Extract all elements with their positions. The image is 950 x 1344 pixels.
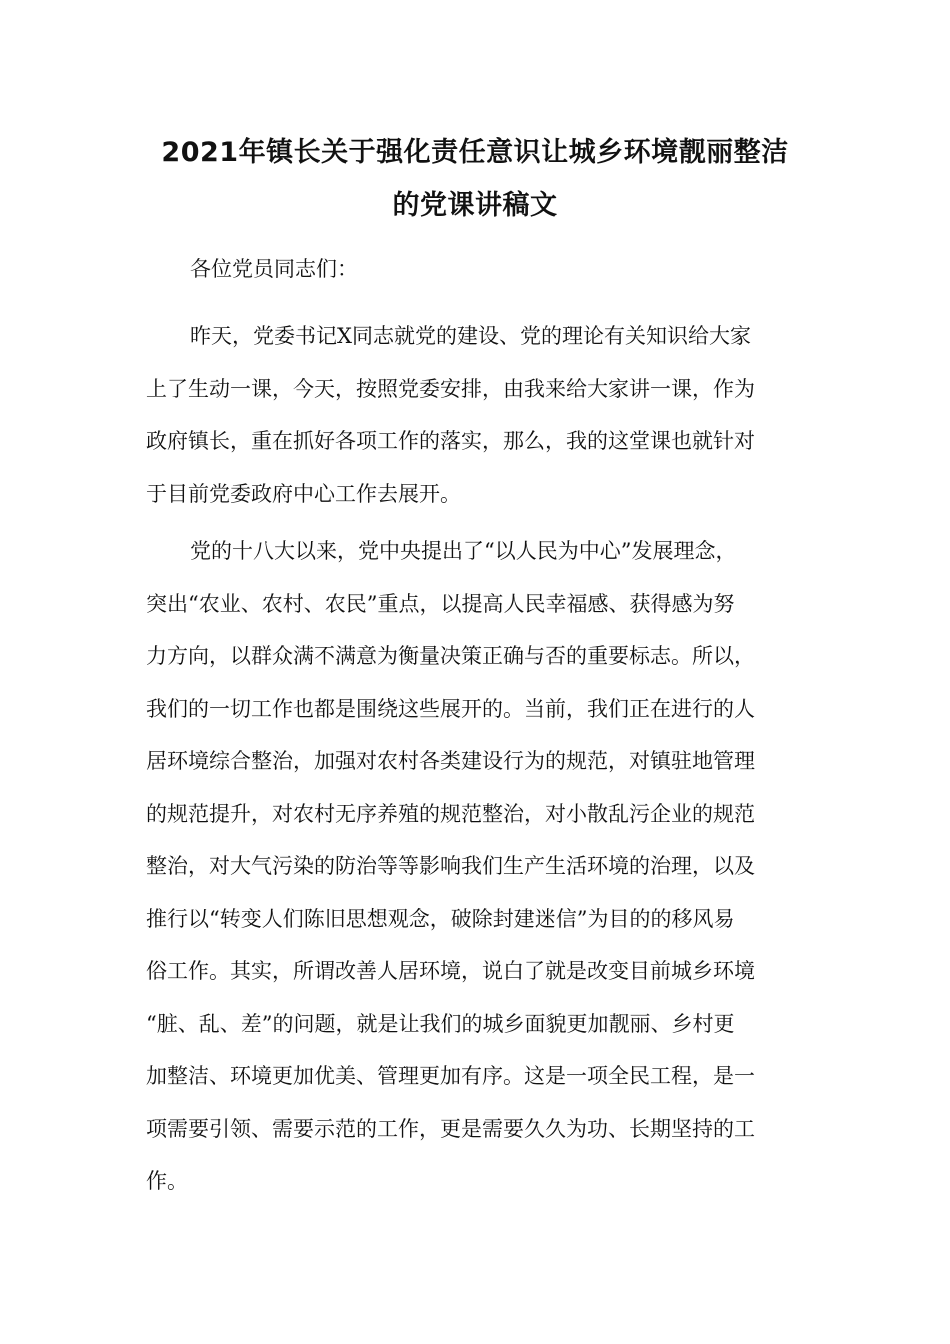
paragraph-line: 昨天，党委书记X同志就党的建设、党的理论有关知识给大家 (190, 324, 751, 348)
paragraph-line: 加整洁、环境更加优美、管理更加有序。这是一项全民工程，是一 (146, 1064, 755, 1088)
paragraph-line: 推行以“转变人们陈旧思想观念，破除封建迷信”为目的的移风易 (146, 906, 735, 931)
salutation: 各位党员同志们： (190, 257, 358, 281)
paragraph-line: 作。 (146, 1169, 188, 1193)
paragraph-line: 突出“农业、农村、农民”重点，以提高人民幸福感、获得感为努 (146, 591, 735, 616)
body-paragraph (146, 525, 801, 1208)
paragraph-line: 政府镇长，重在抓好各项工作的落实，那么，我的这堂课也就针对 (146, 429, 755, 453)
document-title (140, 126, 810, 232)
paragraph-line: 居环境综合整治，加强对农村各类建设行为的规范，对镇驻地管理 (146, 749, 755, 773)
paragraph-line: 俗工作。其实，所谓改善人居环境，说白了就是改变目前城乡环境 (146, 959, 755, 983)
paragraph-line: 上了生动一课，今天，按照党委安排，由我来给大家讲一课，作为 (146, 376, 755, 401)
paragraph-line: 项需要引领、需要示范的工作，更是需要久久为功、长期坚持的工 (146, 1116, 755, 1141)
paragraph-line: 整治，对大气污染的防治等等影响我们生产生活环境的治理，以及 (146, 854, 755, 878)
title-line: 2021年镇长关于强化责任意识让城乡环境靓丽整洁 (161, 137, 789, 168)
paragraph-line: 于目前党委政府中心工作去展开。 (146, 481, 461, 506)
paragraph-line: 党的十八大以来，党中央提出了“以人民为中心”发展理念， (190, 539, 737, 563)
title-line: 的党课讲稿文 (392, 190, 558, 221)
paragraph-line: 的规范提升，对农村无序养殖的规范整治，对小散乱污企业的规范 (146, 801, 755, 826)
paragraph-line: 我们的一切工作也都是围绕这些展开的。当前，我们正在进行的人 (146, 696, 755, 721)
paragraph-line: 力方向，以群众满不满意为衡量决策正确与否的重要标志。所以， (146, 644, 755, 668)
body-paragraph (146, 310, 801, 520)
paragraph-line: “脏、乱、差”的问题，就是让我们的城乡面貌更加靓丽、乡村更 (146, 1011, 735, 1036)
